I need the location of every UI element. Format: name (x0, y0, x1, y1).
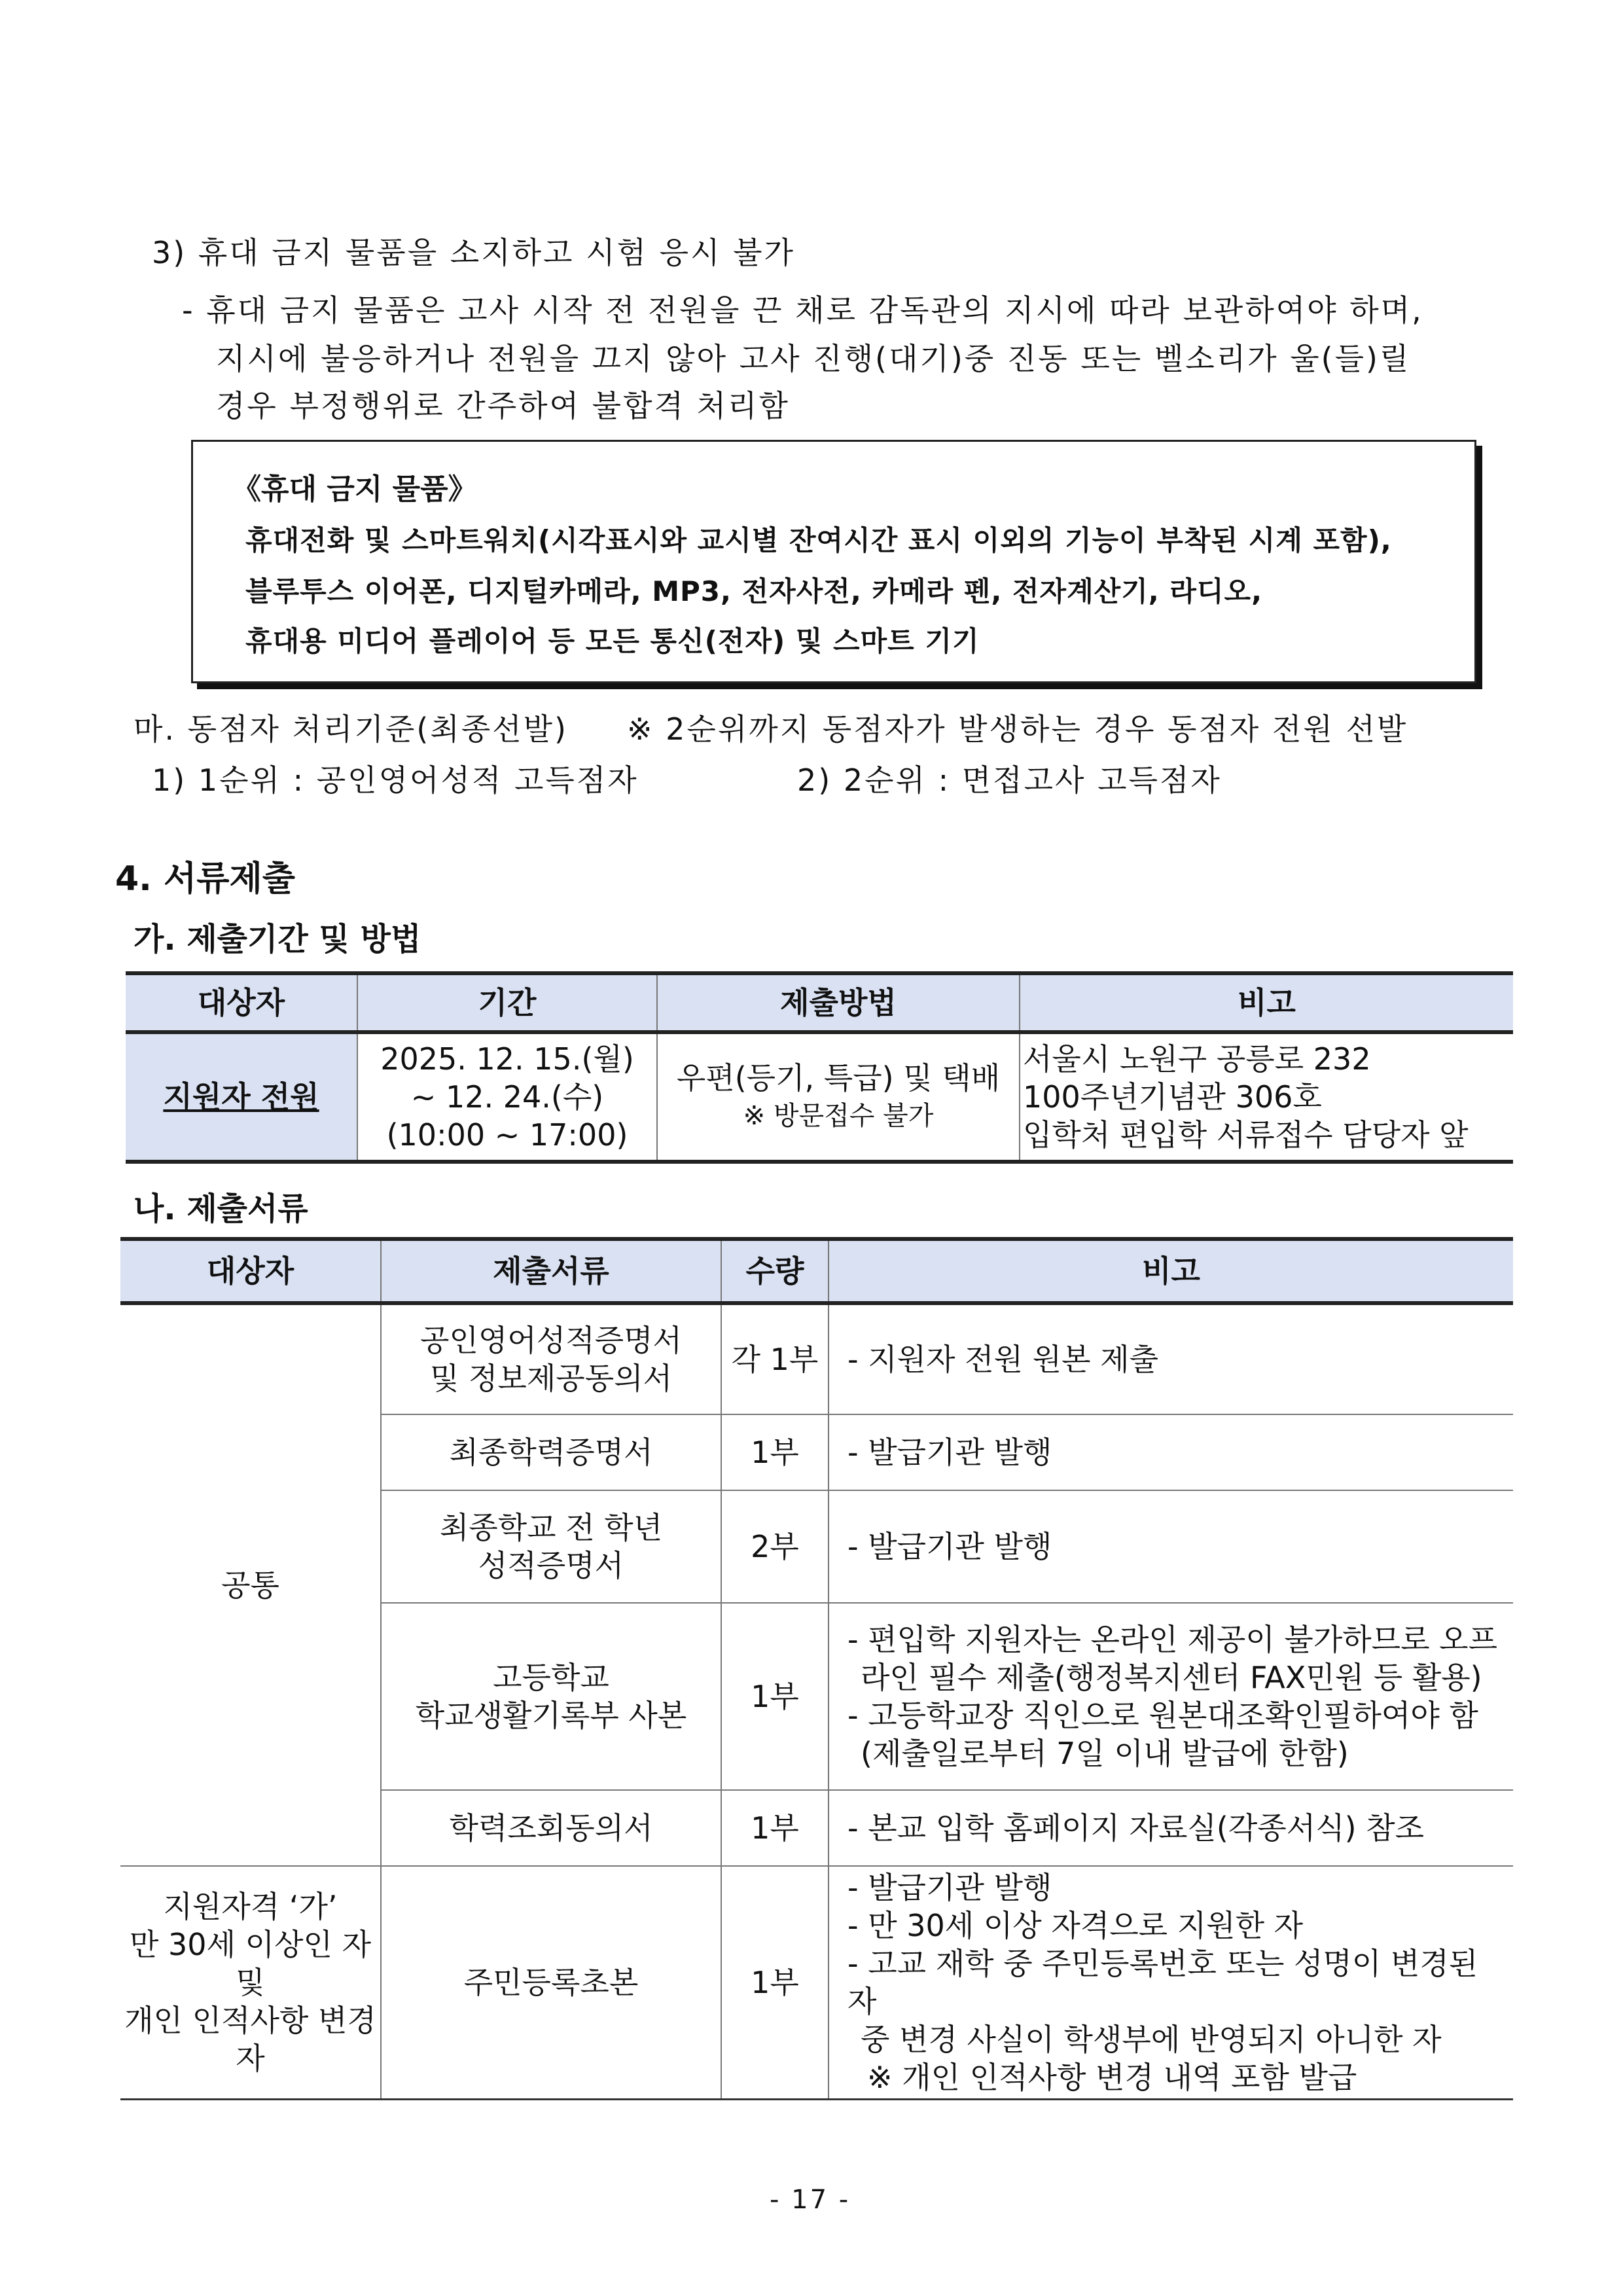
document-line: 고등학교 (493, 1660, 609, 1695)
remark-line: - 고교 재학 중 주민등록번호 또는 성명이 변경된 자 (847, 1945, 1478, 2019)
table2-document (381, 1490, 721, 1603)
table2-document (381, 1790, 721, 1866)
prohibited-items-box (191, 440, 1476, 683)
target-line: 자 (236, 2040, 265, 2076)
table1-header-method: 제출방법 (657, 973, 1020, 1032)
table2-remarks (829, 1303, 1513, 1414)
table2-header-remarks: 비고 (829, 1239, 1513, 1303)
table2-document (381, 1414, 721, 1490)
table-row (120, 1866, 1513, 2099)
table2-document (381, 1603, 721, 1790)
table2-quantity: 각 1부 (721, 1303, 829, 1414)
document-line: 공인영어성적증명서 (420, 1323, 682, 1358)
table1-period-line: 2025. 12. 15.(월) (380, 1041, 634, 1077)
table2-common-target: 공통 (120, 1303, 381, 1866)
remark-line: - 편입학 지원자는 온라인 제공이 불가하므로 오프 (847, 1622, 1498, 1657)
table2-quantity: 1부 (721, 1603, 829, 1790)
table2-header-document: 제출서류 (381, 1239, 721, 1303)
table1-header-remarks: 비고 (1020, 973, 1513, 1032)
table1-method-note: ※ 방문접수 불가 (743, 1101, 934, 1131)
prohibited-box-line-2: 블루투스 이어폰, 디지털카메라, MP3, 전자사전, 카메라 펜, 전자계산기, 라디오, (245, 575, 1263, 607)
remark-line: - 고등학교장 직인으로 원본대조확인필하여야 함 (847, 1698, 1478, 1733)
table1-target-cell (126, 1032, 357, 1162)
table1-period-cell (357, 1032, 657, 1162)
submission-documents-table (120, 1237, 1513, 2100)
target-line: 지원자격 ‘가’ (163, 1888, 338, 1924)
table2-remarks (829, 1603, 1513, 1790)
table1-header-period: 기간 (357, 973, 657, 1032)
table2-document (381, 1303, 721, 1414)
table1-header-target: 대상자 (126, 973, 357, 1032)
table1-period-line: (10:00 ~ 17:00) (386, 1117, 628, 1153)
remark-line: - 발급기관 발행 (847, 1435, 1052, 1470)
document-line: 및 정보제공동의서 (429, 1361, 673, 1396)
table2-quantity: 1부 (721, 1414, 829, 1490)
table1-remarks-line: 입학처 편입학 서류접수 담당자 앞 (1023, 1117, 1469, 1153)
table1-remarks-line: 100주년기념관 306호 (1023, 1079, 1322, 1115)
tie-break-heading: 마. 동점자 처리기준(최종선발) (134, 711, 568, 747)
section-4-title: 4. 서류제출 (115, 859, 295, 899)
submission-period-table (126, 971, 1513, 1164)
table1-target: 지원자 전원 (163, 1079, 319, 1115)
table2-quantity: 1부 (721, 1790, 829, 1866)
remark-line: - 발급기관 발행 (847, 1869, 1052, 1905)
table2-special-target (120, 1866, 381, 2099)
remark-line: (제출일로부터 7일 이내 발급에 한함) (861, 1736, 1349, 1771)
document-line: 최종학교 전 학년 (439, 1510, 663, 1545)
remark-line: - 지원자 전원 원본 제출 (847, 1342, 1159, 1377)
item-3-desc-line-2: 지시에 불응하거나 전원을 끄지 않아 고사 진행(대기)중 진동 또는 벨소리가 울(들)릴 (216, 341, 1411, 376)
table2-quantity: 2부 (721, 1490, 829, 1603)
subsection-b-title: 나. 제출서류 (134, 1191, 308, 1227)
target-line: 만 30세 이상인 자 (129, 1926, 371, 1962)
table1-method-line: 우편(등기, 특급) 및 택배 (676, 1060, 1001, 1096)
tie-break-rule-1: 1) 1순위 : 공인영어성적 고득점자 (152, 762, 639, 798)
tie-break-note: ※ 2순위까지 동점자가 발생하는 경우 동점자 전원 선발 (627, 711, 1408, 747)
remark-line: - 발급기관 발행 (847, 1529, 1052, 1564)
prohibited-box-line-1: 휴대전화 및 스마트워치(시각표시와 교시별 잔여시간 표시 이외의 기능이 부착된 시계 포함), (245, 524, 1392, 556)
remark-line: 중 변경 사실이 학생부에 반영되지 아니한 자 (861, 2021, 1442, 2057)
table2-quantity: 1부 (721, 1866, 829, 2099)
remark-line: ※ 개인 인적사항 변경 내역 포함 발급 (867, 2059, 1357, 2095)
document-line: 학교생활기록부 사본 (415, 1698, 687, 1733)
table1-method-cell (657, 1032, 1020, 1162)
table1-remarks-cell (1020, 1032, 1513, 1162)
tie-break-rule-2: 2) 2순위 : 면접고사 고득점자 (797, 762, 1222, 798)
table1-remarks-line: 서울시 노원구 공릉로 232 (1023, 1041, 1371, 1077)
item-3-desc-line-1: - 휴대 금지 물품은 고사 시작 전 전원을 끈 채로 감독관의 지시에 따라 보관하여야 하며, (182, 293, 1423, 328)
table-row (120, 1303, 1513, 1414)
remark-line: 라인 필수 제출(행정복지센터 FAX민원 등 활용) (861, 1660, 1482, 1695)
item-3-desc-line-3: 경우 부정행위로 간주하여 불합격 처리함 (216, 388, 790, 423)
document-line: 학력조회동의서 (449, 1810, 653, 1846)
table2-document: 주민등록초본 (381, 1866, 721, 2099)
document-line: 최종학력증명서 (449, 1435, 653, 1470)
item-3-heading: 3) 휴대 금지 물품을 소지하고 시험 응시 불가 (152, 235, 795, 270)
remark-line: - 본교 입학 홈페이지 자료실(각종서식) 참조 (847, 1810, 1425, 1846)
table2-remarks (829, 1490, 1513, 1603)
table1-period-line: ~ 12. 24.(수) (410, 1079, 604, 1115)
prohibited-box-title: 《휴대 금지 물품》 (232, 473, 477, 506)
target-line: 및 (236, 1964, 265, 2000)
table2-header-target: 대상자 (120, 1239, 381, 1303)
table2-remarks (829, 1866, 1513, 2099)
table2-remarks (829, 1414, 1513, 1490)
document-line: 성적증명서 (478, 1548, 624, 1583)
target-line: 개인 인적사항 변경 (124, 2002, 376, 2038)
remark-line: - 만 30세 이상 자격으로 지원한 자 (847, 1907, 1304, 1943)
table2-header-quantity: 수량 (721, 1239, 829, 1303)
page-number: - 17 - (770, 2185, 851, 2215)
subsection-a-title: 가. 제출기간 및 방법 (134, 921, 421, 958)
prohibited-box-line-3: 휴대용 미디어 플레이어 등 모든 통신(전자) 및 스마트 기기 (245, 625, 980, 657)
table2-remarks (829, 1790, 1513, 1866)
